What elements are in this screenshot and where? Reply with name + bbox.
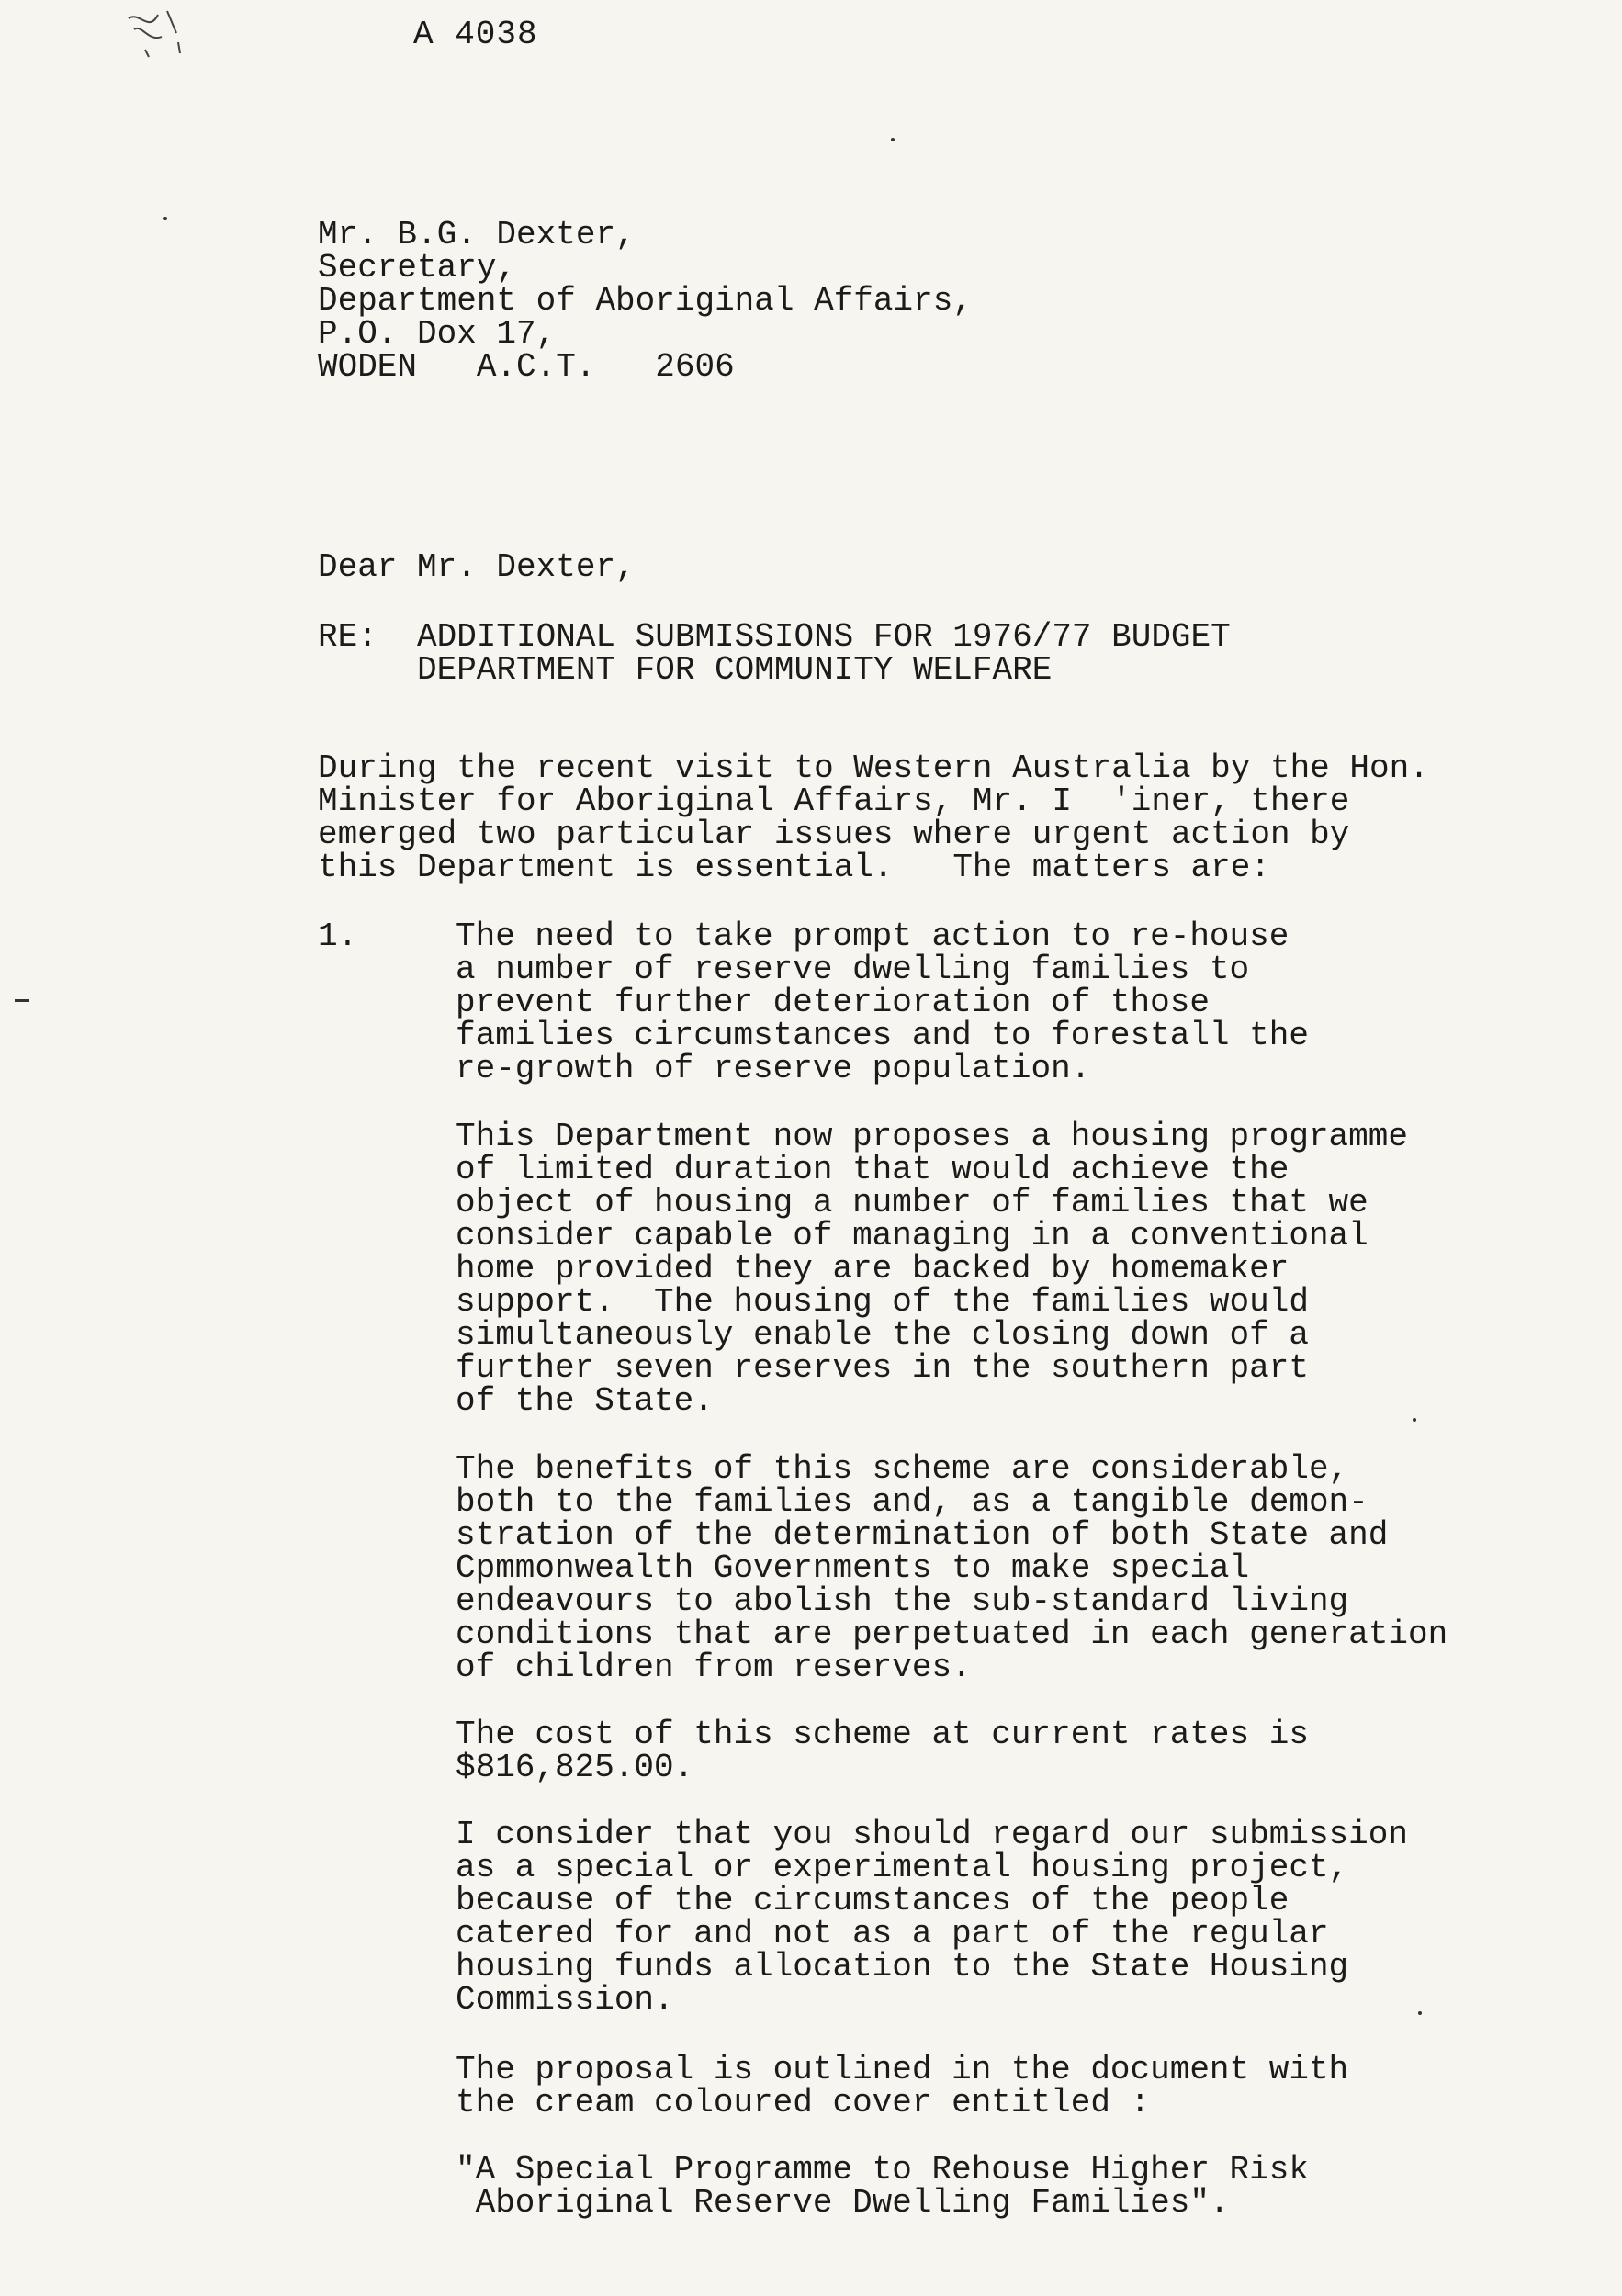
text-line: catered for and not as a part of the regular	[456, 1915, 1329, 1953]
text-line: Cpmmonwealth Governments to make special	[456, 1549, 1250, 1587]
text-line: Minister for Aboriginal Affairs, Mr. I 'iner, there	[318, 782, 1350, 820]
text-line: home provided they are backed by homemaker	[456, 1250, 1290, 1288]
text-line: a number of reserve dwelling families to	[456, 951, 1250, 988]
cost-paragraph	[456, 1718, 1309, 1784]
text-line: The cost of this scheme at current rates is	[456, 1716, 1309, 1753]
item-number: 1.	[318, 917, 358, 955]
subject-line: ADDITIONAL SUBMISSIONS FOR 1976/77 BUDGET	[417, 618, 1231, 656]
subject-lines	[417, 618, 1231, 689]
paper-speck	[1413, 1418, 1416, 1422]
text-line: consider capable of managing in a conventional	[456, 1217, 1369, 1255]
text-line: further seven reserves in the southern part	[456, 1349, 1309, 1387]
document-title-quote	[456, 2151, 1309, 2222]
address-line: Department of Aboriginal Affairs,	[318, 282, 973, 320]
text-line: because of the circumstances of the people	[456, 1882, 1290, 1919]
benefits-paragraph	[456, 1450, 1448, 1686]
item-one-paragraph	[456, 917, 1309, 1087]
paper-speck	[891, 138, 895, 141]
subject-label: RE:	[318, 618, 377, 656]
paper-speck	[1418, 2011, 1422, 2015]
paper-speck	[163, 217, 167, 220]
text-line: The proposal is outlined in the document with	[456, 2051, 1349, 2088]
text-line: both to the families and, as a tangible demon-	[456, 1483, 1369, 1521]
text-line: object of housing a number of families that we	[456, 1184, 1369, 1221]
text-line: During the recent visit to Western Australia by the Hon.	[318, 749, 1429, 787]
text-line: of children from reserves.	[456, 1649, 972, 1686]
text-line: I consider that you should regard our submission	[456, 1816, 1408, 1853]
handwritten-mark-icon	[121, 6, 187, 61]
intro-paragraph	[318, 749, 1429, 886]
proposal-paragraph	[456, 2051, 1349, 2122]
salutation: Dear Mr. Dexter,	[318, 548, 636, 586]
text-line: emerged two particular issues where urgent action by	[318, 816, 1350, 853]
subject-line: DEPARTMENT FOR COMMUNITY WELFARE	[417, 651, 1053, 689]
text-line: The benefits of this scheme are considerable,	[456, 1450, 1349, 1488]
text-line: "A Special Programme to Rehouse Higher Risk	[456, 2151, 1309, 2189]
text-line: Commission.	[456, 1981, 674, 2019]
text-line: of the State.	[456, 1382, 714, 1420]
text-line: Aboriginal Reserve Dwelling Families".	[456, 2184, 1230, 2222]
text-line: housing funds allocation to the State Housing	[456, 1948, 1349, 1986]
text-line: as a special or experimental housing project,	[456, 1849, 1349, 1886]
text-line: stration of the determination of both State and	[456, 1516, 1389, 1554]
document-reference: A 4038	[413, 16, 538, 53]
text-line: endeavours to abolish the sub-standard living	[456, 1582, 1349, 1620]
text-line: prevent further deterioration of those	[456, 984, 1210, 1021]
text-line: simultaneously enable the closing down of a	[456, 1316, 1309, 1354]
address-line: P.O. Dox 17,	[318, 315, 557, 353]
housing-programme-paragraph	[456, 1120, 1408, 1418]
text-line: This Department now proposes a housing programme	[456, 1118, 1408, 1155]
text-line: conditions that are perpetuated in each generation	[456, 1615, 1448, 1653]
text-line: families circumstances and to forestall the	[456, 1017, 1309, 1054]
recipient-address	[318, 216, 973, 386]
text-line: re-growth of reserve population.	[456, 1050, 1091, 1087]
address-line: WODEN A.C.T. 2606	[318, 348, 735, 386]
text-line: The need to take prompt action to re-house	[456, 917, 1290, 955]
submission-paragraph	[456, 1818, 1408, 2017]
text-line: of limited duration that would achieve the	[456, 1151, 1290, 1188]
paper-mark	[15, 999, 29, 1002]
text-line: the cream coloured cover entitled :	[456, 2084, 1151, 2122]
text-line: $816,825.00.	[456, 1749, 694, 1786]
text-line: support. The housing of the families would	[456, 1283, 1309, 1321]
address-line: Mr. B.G. Dexter,	[318, 216, 636, 253]
text-line: this Department is essential. The matters are:	[318, 849, 1270, 886]
address-line: Secretary,	[318, 249, 517, 287]
